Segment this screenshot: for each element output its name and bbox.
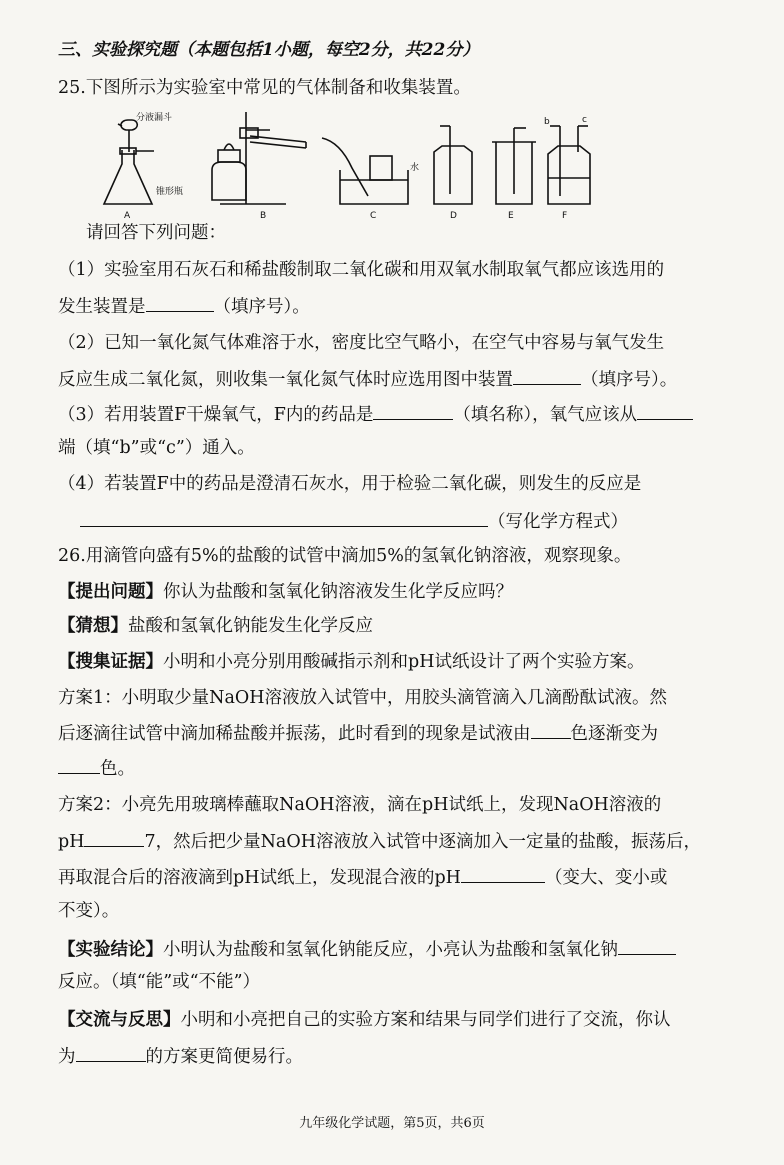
apparatus-d (434, 126, 472, 204)
answer-blank[interactable] (76, 1043, 146, 1062)
answer-blank[interactable] (58, 755, 100, 774)
page-footer: 九年级化学试题，第5页，共6页 (299, 1116, 485, 1131)
answer-blank[interactable] (80, 508, 488, 527)
label-F: F (562, 211, 568, 221)
q25-p4-line1: （4）若装置F中的药品是澄清石灰水，用于检验二氧化碳，则发生的反应是 (58, 474, 642, 494)
answer-blank[interactable] (373, 401, 453, 420)
q26-reflect-line2: 为 的方案更简便易行。 (58, 1043, 724, 1069)
q26-plan2-line1: 方案2：小亮先用玻璃棒蘸取NaOH溶液，滴在pH试纸上，发现NaOH溶液的 (58, 795, 662, 815)
q25-p1-line2: 发生装置是 （填序号）。 (58, 293, 724, 319)
q25-stem: 25.下图所示为实验室中常见的气体制备和收集装置。 (58, 78, 471, 98)
label-B: B (260, 211, 267, 221)
q25-p4-line2: （写化学方程式） (58, 508, 724, 534)
label-C: C (370, 211, 377, 221)
q25-p1-line1: （1）实验室用石灰石和稀盐酸制取二氧化碳和用双氧水制取氧气都应该选用的 (58, 260, 665, 280)
apparatus-c (322, 138, 408, 204)
label-flask: 锥形瓶 (156, 187, 184, 197)
answer-blank[interactable] (531, 720, 571, 739)
q26-plan1-line3: 色。 (58, 755, 724, 781)
q26-plan2-line2: pH 7，然后把少量NaOH溶液放入试管中逐滴加入一定量的盐酸，振荡后， (58, 828, 724, 854)
answer-blank[interactable] (513, 366, 581, 385)
answer-blank[interactable] (461, 864, 545, 883)
q26-guess: 【猜想】盐酸和氢氧化钠能发生化学反应 (58, 616, 373, 636)
answer-blank[interactable] (84, 828, 144, 847)
q25-p2-line1: （2）已知一氧化氮气体难溶于水，密度比空气略小，在空气中容易与氧气发生 (58, 333, 665, 353)
q26-collect: 【搜集证据】小明和小亮分别用酸碱指示剂和pH试纸设计了两个实验方案。 (58, 652, 645, 672)
answer-blank[interactable] (146, 293, 214, 312)
q26-stem: 26.用滴管向盛有5%的盐酸的试管中滴加5%的氢氧化钠溶液，观察现象。 (58, 546, 632, 566)
label-funnel: 分液漏斗 (136, 113, 173, 123)
q25-p3-line2: 端（填“b”或“c”）通入。 (58, 438, 255, 458)
label-b: b (544, 117, 550, 127)
apparatus-f (548, 126, 590, 204)
label-A: A (124, 211, 131, 221)
q26-plan2-line3: 再取混合后的溶液滴到pH试纸上，发现混合液的pH （变大、变小或 (58, 864, 724, 890)
q25-p2-line2: 反应生成二氧化氮，则收集一氧化氮气体时应选用图中装置 （填序号）。 (58, 366, 724, 392)
apparatus-diagram (100, 108, 600, 226)
label-water: 水 (410, 163, 420, 173)
apparatus-b (212, 112, 306, 204)
q26-plan1-line2: 后逐滴往试管中滴加稀盐酸并振荡，此时看到的现象是试液由 色逐渐变为 (58, 720, 724, 746)
section-header: 三、实验探究题（本题包括1小题，每空2分，共22分） (58, 40, 480, 60)
q26-conclusion: 【实验结论】小明认为盐酸和氢氧化钠能反应，小亮认为盐酸和氢氧化钠 (58, 936, 724, 962)
answer-blank[interactable] (637, 401, 693, 420)
answer-blank[interactable] (618, 936, 676, 955)
label-D: D (450, 211, 457, 221)
label-E: E (508, 211, 514, 221)
label-c: c (582, 115, 587, 125)
apparatus-e (492, 128, 536, 204)
q25-p3-line1: （3）若用装置F干燥氧气，F内的药品是 （填名称），氧气应该从 (58, 401, 724, 427)
q26-ask: 【提出问题】你认为盐酸和氢氧化钠溶液发生化学反应吗？ (58, 582, 513, 602)
q26-plan1-line1: 方案1：小明取少量NaOH溶液放入试管中，用胶头滴管滴入几滴酚酞试液。然 (58, 688, 667, 708)
q25-prompt: 请回答下列问题： (86, 223, 226, 243)
q26-reflect: 【交流与反思】小明和小亮把自己的实验方案和结果与同学们进行了交流，你认 (58, 1010, 671, 1030)
q26-conclusion-line2: 反应。（填“能”或“不能”） (58, 972, 261, 992)
q26-plan2-line4: 不变）。 (58, 901, 120, 921)
apparatus-a (104, 120, 154, 204)
